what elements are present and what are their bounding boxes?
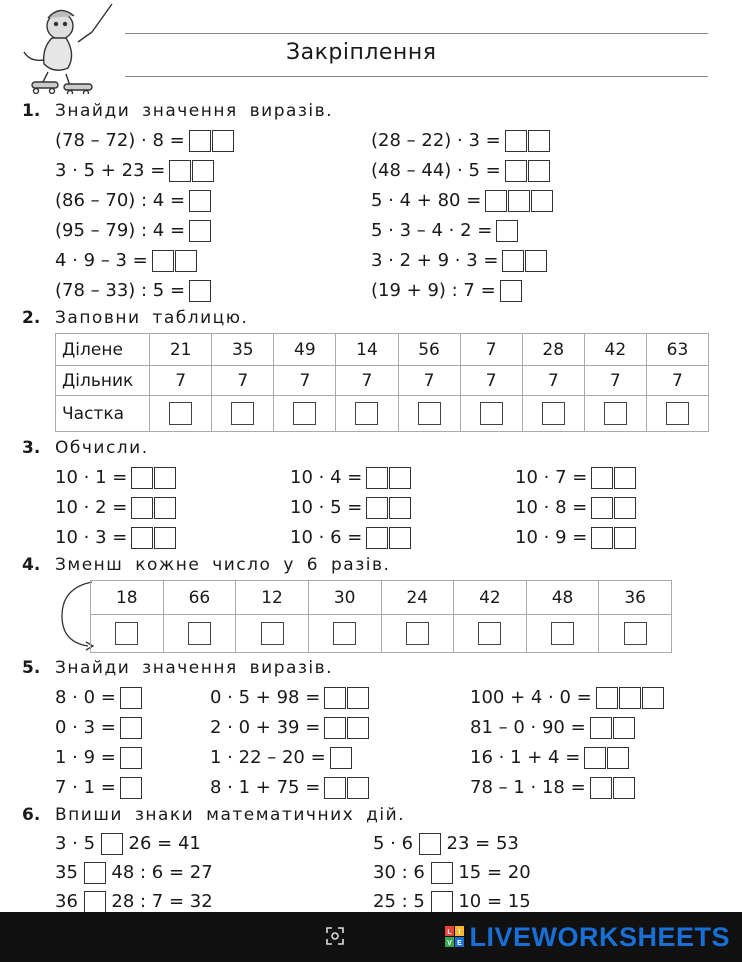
table-cell: 30: [308, 581, 381, 615]
s3-expr: 10 · 8 =: [515, 496, 636, 520]
answer-box[interactable]: [528, 160, 550, 182]
title-rule-top: [125, 33, 708, 34]
table-cell: 36: [599, 581, 672, 615]
footer-bar: [0, 912, 742, 962]
logo-tiles-icon: [445, 926, 465, 948]
answer-box[interactable]: [508, 190, 530, 212]
section-3-number: 3.: [22, 438, 41, 458]
table-cell: 12: [236, 581, 309, 615]
focus-icon[interactable]: [325, 926, 345, 946]
table-cell: 7: [460, 334, 522, 366]
answer-box[interactable]: [169, 160, 191, 182]
s3-expr: 10 · 4 =: [290, 466, 411, 490]
table-cell: 42: [454, 581, 527, 615]
operator-box[interactable]: [431, 891, 453, 913]
s3-expr: 10 · 6 =: [290, 526, 411, 550]
s1-left-expr: (78 – 72) · 8 =: [55, 129, 234, 153]
table-cell: 7: [646, 366, 708, 396]
s1-right-expr: (48 – 44) · 5 =: [371, 159, 550, 183]
answer-box[interactable]: [406, 622, 429, 645]
section-4-number: 4.: [22, 555, 41, 575]
logo-letter-v: V: [447, 940, 453, 947]
section-6-number: 6.: [22, 805, 41, 825]
answer-box[interactable]: [607, 747, 629, 769]
section-1-number: 1.: [22, 101, 41, 121]
s1-left-expr: 3 · 5 + 23 =: [55, 159, 214, 183]
s3-expr: 10 · 9 =: [515, 526, 636, 550]
answer-box[interactable]: [591, 527, 613, 549]
logo-letter-l: L: [447, 929, 453, 936]
s1-right-expr: (19 + 9) : 7 =: [371, 279, 522, 303]
table-cell: 7: [460, 366, 522, 396]
answer-box[interactable]: [591, 497, 613, 519]
answer-box[interactable]: [389, 527, 411, 549]
answer-box[interactable]: [389, 497, 411, 519]
row-label: Частка: [56, 396, 150, 432]
page-title: Закріплення: [286, 40, 437, 65]
answer-box[interactable]: [189, 130, 211, 152]
s5-expr: 1 · 22 – 20 =: [210, 746, 352, 770]
logo-letter-e: E: [457, 940, 463, 947]
answer-box[interactable]: [505, 160, 527, 182]
s5-expr: 81 – 0 · 90 =: [470, 716, 635, 740]
table-row: [56, 366, 709, 396]
answer-box[interactable]: [189, 190, 211, 212]
s5-expr: 78 – 1 · 18 =: [470, 776, 635, 800]
answer-box[interactable]: [154, 467, 176, 489]
s3-expr: 10 · 2 =: [55, 496, 176, 520]
answer-box[interactable]: [120, 777, 142, 799]
answer-box[interactable]: [355, 402, 378, 425]
answer-box[interactable]: [324, 687, 346, 709]
table-cell: 49: [274, 334, 336, 366]
answer-box[interactable]: [596, 687, 618, 709]
mascot-illustration: [18, 2, 118, 94]
answer-box[interactable]: [614, 497, 636, 519]
answer-box[interactable]: [366, 527, 388, 549]
section-2-title: Заповни таблицю.: [55, 308, 249, 328]
s5-expr: 0 · 5 + 98 =: [210, 686, 369, 710]
answer-box[interactable]: [614, 467, 636, 489]
s5-expr: 0 · 3 =: [55, 716, 142, 740]
answer-box[interactable]: [212, 130, 234, 152]
answer-box[interactable]: [584, 747, 606, 769]
answer-box[interactable]: [525, 250, 547, 272]
row-label: Дільник: [56, 366, 150, 396]
answer-box[interactable]: [624, 622, 647, 645]
s1-right-expr: 3 · 2 + 9 · 3 =: [371, 249, 547, 273]
answer-box[interactable]: [115, 622, 138, 645]
table-row: [91, 615, 672, 653]
answer-box[interactable]: [531, 190, 553, 212]
table-cell: 7: [398, 366, 460, 396]
operator-box[interactable]: [84, 862, 106, 884]
section-3-title: Обчисли.: [55, 438, 149, 458]
answer-box[interactable]: [175, 250, 197, 272]
table-cell: 7: [274, 366, 336, 396]
answer-box[interactable]: [485, 190, 507, 212]
s5-expr: 1 · 9 =: [55, 746, 142, 770]
s1-left-expr: 4 · 9 – 3 =: [55, 249, 197, 273]
answer-box[interactable]: [192, 160, 214, 182]
s1-right-expr: (28 – 22) · 3 =: [371, 129, 550, 153]
section-1-title: Знайди значення виразів.: [55, 101, 334, 121]
answer-box[interactable]: [613, 717, 635, 739]
answer-box[interactable]: [188, 622, 211, 645]
answer-box[interactable]: [590, 717, 612, 739]
s5-expr: 7 · 1 =: [55, 776, 142, 800]
answer-box[interactable]: [505, 130, 527, 152]
brand-name: LIVEWORKSHEETS: [469, 921, 730, 952]
table-cell: 7: [212, 366, 274, 396]
table-cell: 24: [381, 581, 454, 615]
answer-box[interactable]: [154, 497, 176, 519]
answer-box[interactable]: [613, 777, 635, 799]
answer-box[interactable]: [131, 527, 153, 549]
s5-expr: 16 · 1 + 4 =: [470, 746, 629, 770]
answer-box[interactable]: [131, 467, 153, 489]
table-row: [56, 334, 709, 366]
row-label: Ділене: [56, 334, 150, 366]
table-cell: 56: [398, 334, 460, 366]
section-5-title: Знайди значення виразів.: [55, 658, 334, 678]
s1-left-expr: (86 – 70) : 4 =: [55, 189, 211, 213]
answer-box[interactable]: [347, 687, 369, 709]
s6-expr: 35 48 : 6 = 27: [55, 862, 213, 883]
answer-box[interactable]: [496, 220, 518, 242]
answer-box[interactable]: [120, 687, 142, 709]
answer-box[interactable]: [480, 402, 503, 425]
operator-box[interactable]: [419, 833, 441, 855]
s1-left-expr: (95 – 79) : 4 =: [55, 219, 211, 243]
answer-box[interactable]: [120, 747, 142, 769]
s3-expr: 10 · 7 =: [515, 466, 636, 490]
answer-box[interactable]: [189, 220, 211, 242]
reduce-table: [90, 580, 672, 653]
table-cell: 48: [526, 581, 599, 615]
table-cell: 28: [522, 334, 584, 366]
s5-expr: 8 · 0 =: [55, 686, 142, 710]
operator-box[interactable]: [431, 862, 453, 884]
answer-box[interactable]: [528, 130, 550, 152]
s5-expr: 8 · 1 + 75 =: [210, 776, 369, 800]
table-cell: 66: [163, 581, 236, 615]
division-table: [55, 333, 709, 432]
answer-box[interactable]: [614, 527, 636, 549]
answer-box[interactable]: [542, 402, 565, 425]
title-rule-bottom: [125, 76, 708, 77]
operator-box[interactable]: [101, 833, 123, 855]
answer-box[interactable]: [366, 497, 388, 519]
s6-expr: 3 · 5 26 = 41: [55, 833, 201, 854]
answer-box[interactable]: [347, 777, 369, 799]
s3-expr: 10 · 5 =: [290, 496, 411, 520]
answer-box[interactable]: [152, 250, 174, 272]
section-4-title: Зменш кожне число у 6 разів.: [55, 555, 391, 575]
answer-box[interactable]: [418, 402, 441, 425]
s1-right-expr: 5 · 3 – 4 · 2 =: [371, 219, 518, 243]
answer-box[interactable]: [604, 402, 627, 425]
answer-box[interactable]: [551, 622, 574, 645]
s5-expr: 100 + 4 · 0 =: [470, 686, 664, 710]
answer-box[interactable]: [619, 687, 641, 709]
answer-box[interactable]: [131, 497, 153, 519]
table-cell: 7: [522, 366, 584, 396]
answer-box[interactable]: [502, 250, 524, 272]
answer-box[interactable]: [324, 717, 346, 739]
answer-box[interactable]: [293, 402, 316, 425]
s3-expr: 10 · 1 =: [55, 466, 176, 490]
section-2-number: 2.: [22, 308, 41, 328]
answer-box[interactable]: [189, 280, 211, 302]
operator-box[interactable]: [84, 891, 106, 913]
answer-box[interactable]: [590, 777, 612, 799]
table-cell: 21: [150, 334, 212, 366]
table-cell: 18: [91, 581, 164, 615]
table-cell: 35: [212, 334, 274, 366]
answer-box[interactable]: [231, 402, 254, 425]
s1-left-expr: (78 – 33) : 5 =: [55, 279, 211, 303]
answer-box[interactable]: [591, 467, 613, 489]
answer-box[interactable]: [347, 717, 369, 739]
s3-expr: 10 · 3 =: [55, 526, 176, 550]
answer-box[interactable]: [120, 717, 142, 739]
s6-expr: 5 · 6 23 = 53: [373, 833, 519, 854]
table-cell: 63: [646, 334, 708, 366]
table-row: [91, 581, 672, 615]
answer-box[interactable]: [642, 687, 664, 709]
answer-box[interactable]: [330, 747, 352, 769]
answer-box[interactable]: [500, 280, 522, 302]
table-cell: 7: [336, 366, 398, 396]
answer-box[interactable]: [154, 527, 176, 549]
s6-expr: 36 28 : 7 = 32: [55, 891, 213, 912]
s6-expr: 25 : 5 10 = 15: [373, 891, 531, 912]
answer-box[interactable]: [261, 622, 284, 645]
table-cell: 7: [584, 366, 646, 396]
logo-letter-i: I: [458, 929, 461, 936]
answer-box[interactable]: [333, 622, 356, 645]
s1-right-expr: 5 · 4 + 80 =: [371, 189, 553, 213]
s6-expr: 30 : 6 15 = 20: [373, 862, 531, 883]
table-cell: 14: [336, 334, 398, 366]
table-row: [56, 396, 709, 432]
answer-box[interactable]: [324, 777, 346, 799]
section-6-title: Впиши знаки математичних дій.: [55, 805, 406, 825]
table-cell: 42: [584, 334, 646, 366]
answer-box[interactable]: [478, 622, 501, 645]
liveworksheets-logo[interactable]: [445, 922, 730, 952]
answer-box[interactable]: [389, 467, 411, 489]
s5-expr: 2 · 0 + 39 =: [210, 716, 369, 740]
table-cell: 7: [150, 366, 212, 396]
section-5-number: 5.: [22, 658, 41, 678]
answer-box[interactable]: [366, 467, 388, 489]
answer-box[interactable]: [169, 402, 192, 425]
answer-box[interactable]: [666, 402, 689, 425]
